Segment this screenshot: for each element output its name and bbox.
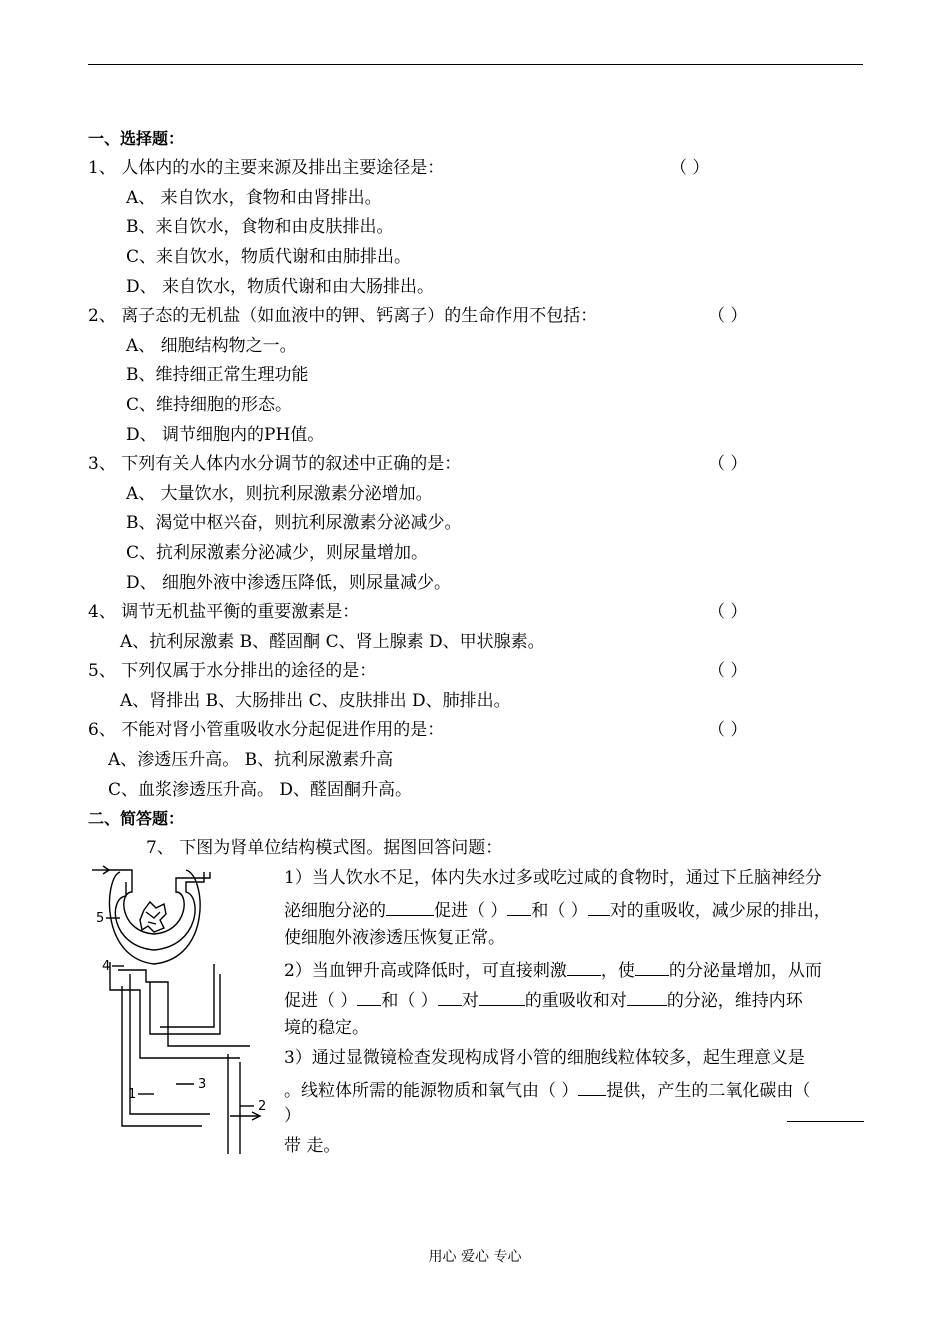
- q5-options: A、肾排出 B、大肠排出 C、皮肤排出 D、肺排出。: [120, 691, 511, 711]
- q3-option-b: B、渴觉中枢兴奋，则抗利尿激素分泌减少。: [126, 513, 462, 533]
- q2-stem: 2、 离子态的无机盐（如血液中的钾、钙离子）的生命作用不包括：: [88, 306, 598, 326]
- section1-title: 一、选择题：: [88, 129, 185, 148]
- blank[interactable]: [588, 897, 610, 916]
- blank[interactable]: [357, 987, 381, 1006]
- q6-answer-paren[interactable]: （ ）: [708, 720, 748, 740]
- q2-answer-paren[interactable]: （ ）: [708, 306, 748, 326]
- q2-option-b: B、维持细正常生理功能: [126, 365, 309, 385]
- q6-stem: 6、 不能对肾小管重吸收水分起促进作用的是：: [88, 720, 445, 740]
- q3-stem: 3、 下列有关人体内水分调节的叙述中正确的是：: [88, 454, 462, 474]
- q1-option-b: B、来自饮水，食物和由皮肤排出。: [126, 217, 394, 237]
- blank[interactable]: [507, 897, 531, 916]
- blank[interactable]: [438, 987, 462, 1006]
- label-2: 2: [258, 1099, 267, 1114]
- q7-p1-line1: 1）当人饮水不足，体内失水过多或吃过咸的食物时，通过下丘脑神经分: [284, 868, 822, 888]
- q7-p3-line3: ）: [284, 1106, 301, 1126]
- q7-p2-line1: 2）当血钾升高或降低时，可直接刺激 ，使 的分泌量增加，从而: [284, 957, 822, 982]
- q5-stem: 5、 下列仅属于水分排出的途径的是：: [88, 661, 377, 681]
- blank[interactable]: [567, 957, 601, 976]
- q6-options-ab: A、渗透压升高。 B、抗利尿激素升高: [108, 750, 394, 770]
- q1-answer-paren[interactable]: （ ）: [670, 158, 710, 178]
- q6-options-cd: C、血浆渗透压升高。 D、醛固酮升高。: [108, 780, 413, 800]
- answer-blank-line[interactable]: [787, 1121, 864, 1122]
- page-footer: 用心 爱心 专心: [428, 1249, 522, 1265]
- nephron-diagram: [90, 862, 280, 1162]
- q5-answer-paren[interactable]: （ ）: [708, 661, 748, 681]
- blank[interactable]: [386, 897, 434, 916]
- label-3: 3: [198, 1077, 207, 1092]
- q7-stem: 7、 下图为肾单位结构模式图。据图回答问题：: [146, 838, 503, 858]
- q7-p3-line4: 带 走。: [284, 1136, 341, 1156]
- q7-p2-line3: 境的稳定。: [284, 1018, 369, 1038]
- label-5: 5: [96, 911, 105, 926]
- blank[interactable]: [635, 957, 669, 976]
- blank[interactable]: [578, 1077, 606, 1096]
- q7-p1-line3: 使细胞外液渗透压恢复正常。: [284, 928, 505, 948]
- q2-option-c: C、维持细胞的形态。: [126, 395, 293, 415]
- q3-option-a: A、 大量饮水，则抗利尿激素分泌增加。: [126, 484, 433, 504]
- q3-option-c: C、抗利尿激素分泌减少，则尿量增加。: [126, 543, 429, 563]
- blank[interactable]: [479, 987, 525, 1006]
- header-rule: [88, 64, 863, 65]
- label-1: 1: [128, 1087, 137, 1102]
- q1-stem: 1、 人体内的水的主要来源及排出主要途径是：: [88, 158, 445, 178]
- q4-answer-paren[interactable]: （ ）: [708, 602, 748, 622]
- q1-option-c: C、来自饮水，物质代谢和由肺排出。: [126, 247, 412, 267]
- q3-option-d: D、 细胞外液中渗透压降低，则尿量减少。: [126, 573, 452, 593]
- q1-option-d: D、 来自饮水，物质代谢和由大肠排出。: [126, 277, 435, 297]
- q7-p1-line2: 泌细胞分泌的 促进（ ） 和（ ） 对的重吸收，减少尿的排出，: [284, 897, 831, 922]
- q2-option-a: A、 细胞结构物之一。: [126, 336, 297, 356]
- label-4: 4: [102, 959, 111, 974]
- section2-title: 二、简答题：: [88, 809, 185, 828]
- q7-p3-line1: 3）通过显微镜检查发现构成肾小管的细胞线粒体较多，起生理意义是: [284, 1048, 805, 1068]
- q2-option-d: D、 调节细胞内的PH值。: [126, 425, 325, 445]
- q7-p2-line2: 促进（ ） 和（ ） 对 的重吸收和对 的分泌，维持内环: [284, 987, 803, 1012]
- q7-p3-line2: 。线粒体所需的能源物质和氧气由（ ） 提供，产生的二氧化碳由（: [284, 1077, 810, 1102]
- q3-answer-paren[interactable]: （ ）: [708, 454, 748, 474]
- q1-option-a: A、 来自饮水，食物和由肾排出。: [126, 188, 382, 208]
- q4-options: A、抗利尿激素 B、醛固酮 C、肾上腺素 D、甲状腺素。: [120, 632, 545, 652]
- q4-stem: 4、 调节无机盐平衡的重要激素是：: [88, 602, 360, 622]
- blank[interactable]: [627, 987, 667, 1006]
